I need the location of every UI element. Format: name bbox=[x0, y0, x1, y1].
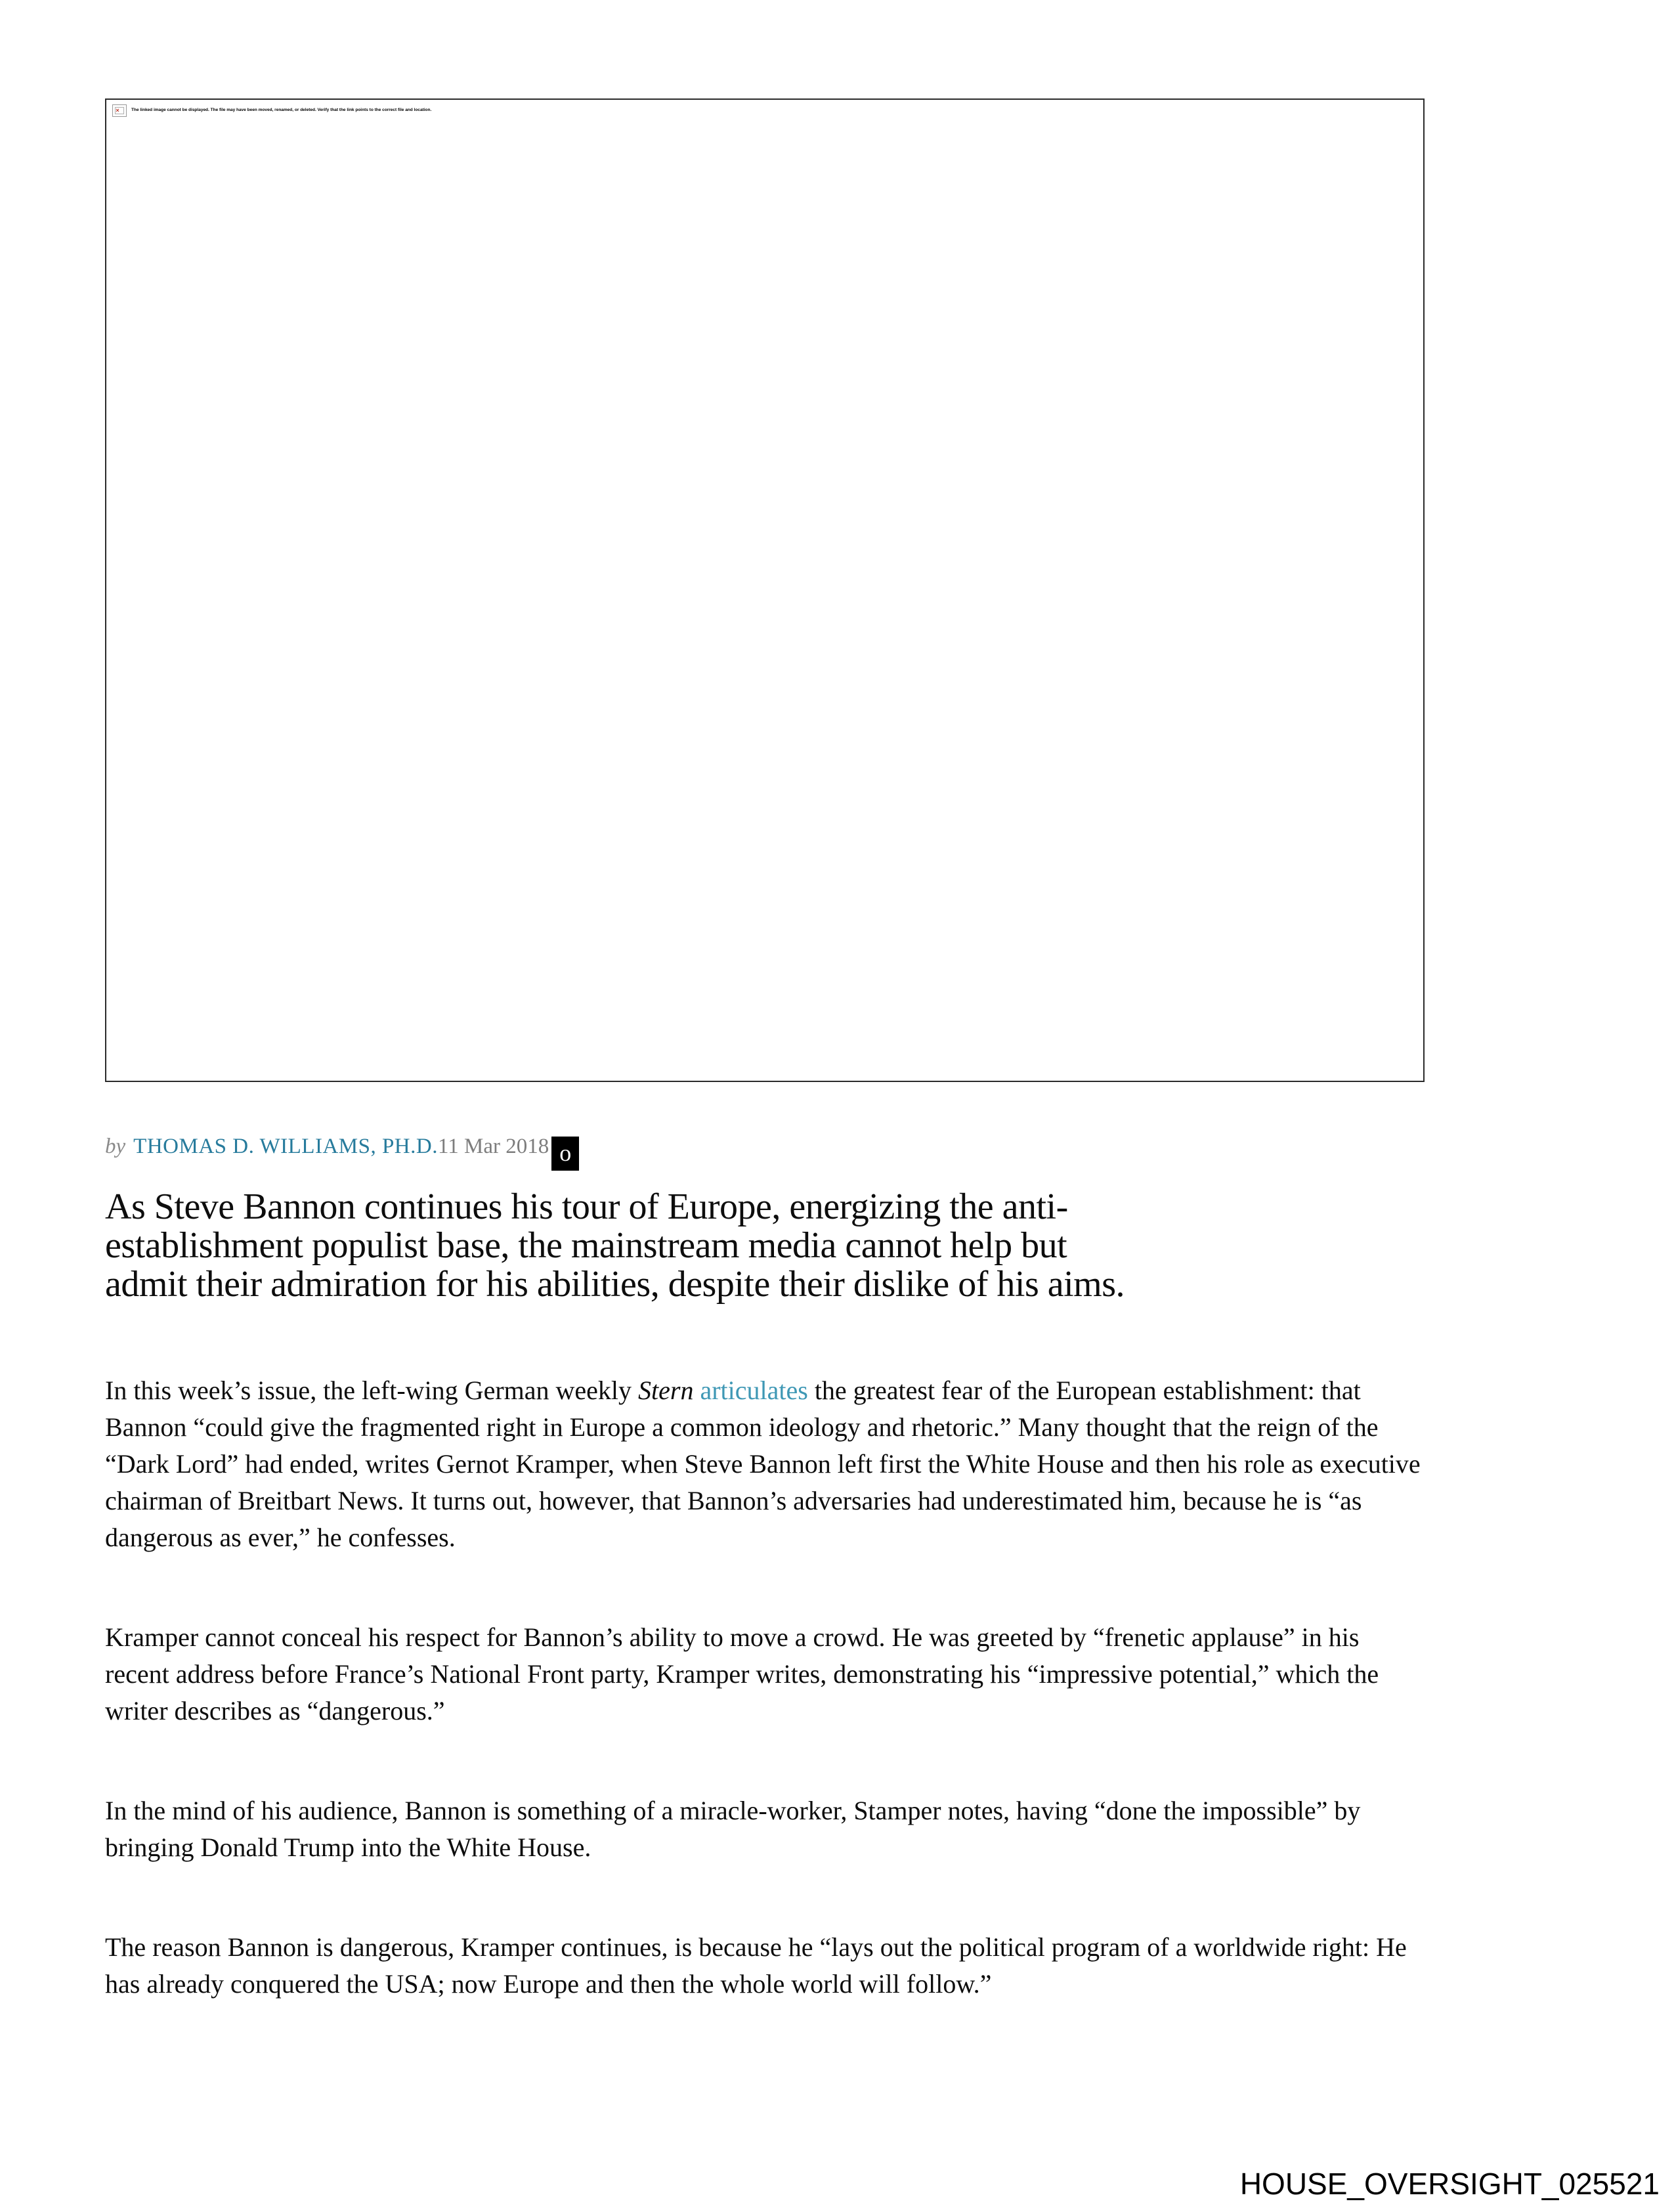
paragraph-3: In the mind of his audience, Bannon is something of a miracle-worker, Stamper notes, having “done the impossible” by bringing Donald Trump into the White House. bbox=[105, 1796, 1361, 1862]
articulates-link[interactable]: articulates bbox=[700, 1376, 808, 1405]
byline-date: 11 Mar 2018 bbox=[437, 1135, 549, 1158]
author-link[interactable]: THOMAS D. WILLIAMS, PH.D. bbox=[133, 1135, 438, 1158]
paragraph-1-text-after: the greatest fear of the European establishment: that Bannon “could give the fragmented right in Europe a common ideology and rhetoric.” Many thought that the reign of the “Dark Lord” had ended, writes Gernot Kramper, when Steve Bannon left first the White House and then his role as executive chairman of Breitbart News. It turns out, however, that Bannon’s adversaries had underestimated him, because he is “as dangerous as ever,” he confesses. bbox=[105, 1376, 1421, 1552]
broken-image-message: The linked image cannot be displayed. The file may have been moved, renamed, or deleted. Verify that the link points to the correct file and location. bbox=[131, 108, 432, 112]
headline-line-3: admit their admiration for his abilities, despite their dislike of his aims. bbox=[105, 1264, 1125, 1305]
bates-number: HOUSE_OVERSIGHT_025521 bbox=[1239, 2167, 1660, 2201]
paragraph-2: Kramper cannot conceal his respect for Bannon’s ability to move a crowd. He was greeted by “frenetic applause” in his recent address before France’s National Front party, Kramper writes, demonstrating his “impressive potential,” which the writer describes as “dangerous.” bbox=[105, 1622, 1379, 1725]
article-headline bbox=[105, 1188, 1425, 1304]
byline-prefix: by bbox=[105, 1135, 126, 1158]
paragraph-1 bbox=[105, 1372, 1425, 1556]
broken-image-placeholder bbox=[105, 98, 1425, 1082]
broken-image-message-row bbox=[106, 100, 1423, 117]
headline-line-1: As Steve Bannon continues his tour of Europe, energizing the anti- bbox=[105, 1186, 1068, 1227]
headline-line-2: establishment populist base, the mainstream media cannot help but bbox=[105, 1225, 1067, 1266]
broken-image-icon bbox=[112, 104, 127, 117]
article-content bbox=[105, 98, 1425, 2003]
publication-name-italic: Stern bbox=[638, 1376, 694, 1405]
paragraph-1-text-before: In this week’s issue, the left-wing German weekly bbox=[105, 1376, 639, 1405]
byline bbox=[105, 1129, 1425, 1171]
comment-count-badge[interactable]: o bbox=[551, 1137, 579, 1171]
paragraph-4: The reason Bannon is dangerous, Kramper continues, is because he “lays out the political program of a worldwide right: He has already conquered the USA; now Europe and then the whole world will follow.” bbox=[105, 1932, 1407, 1999]
